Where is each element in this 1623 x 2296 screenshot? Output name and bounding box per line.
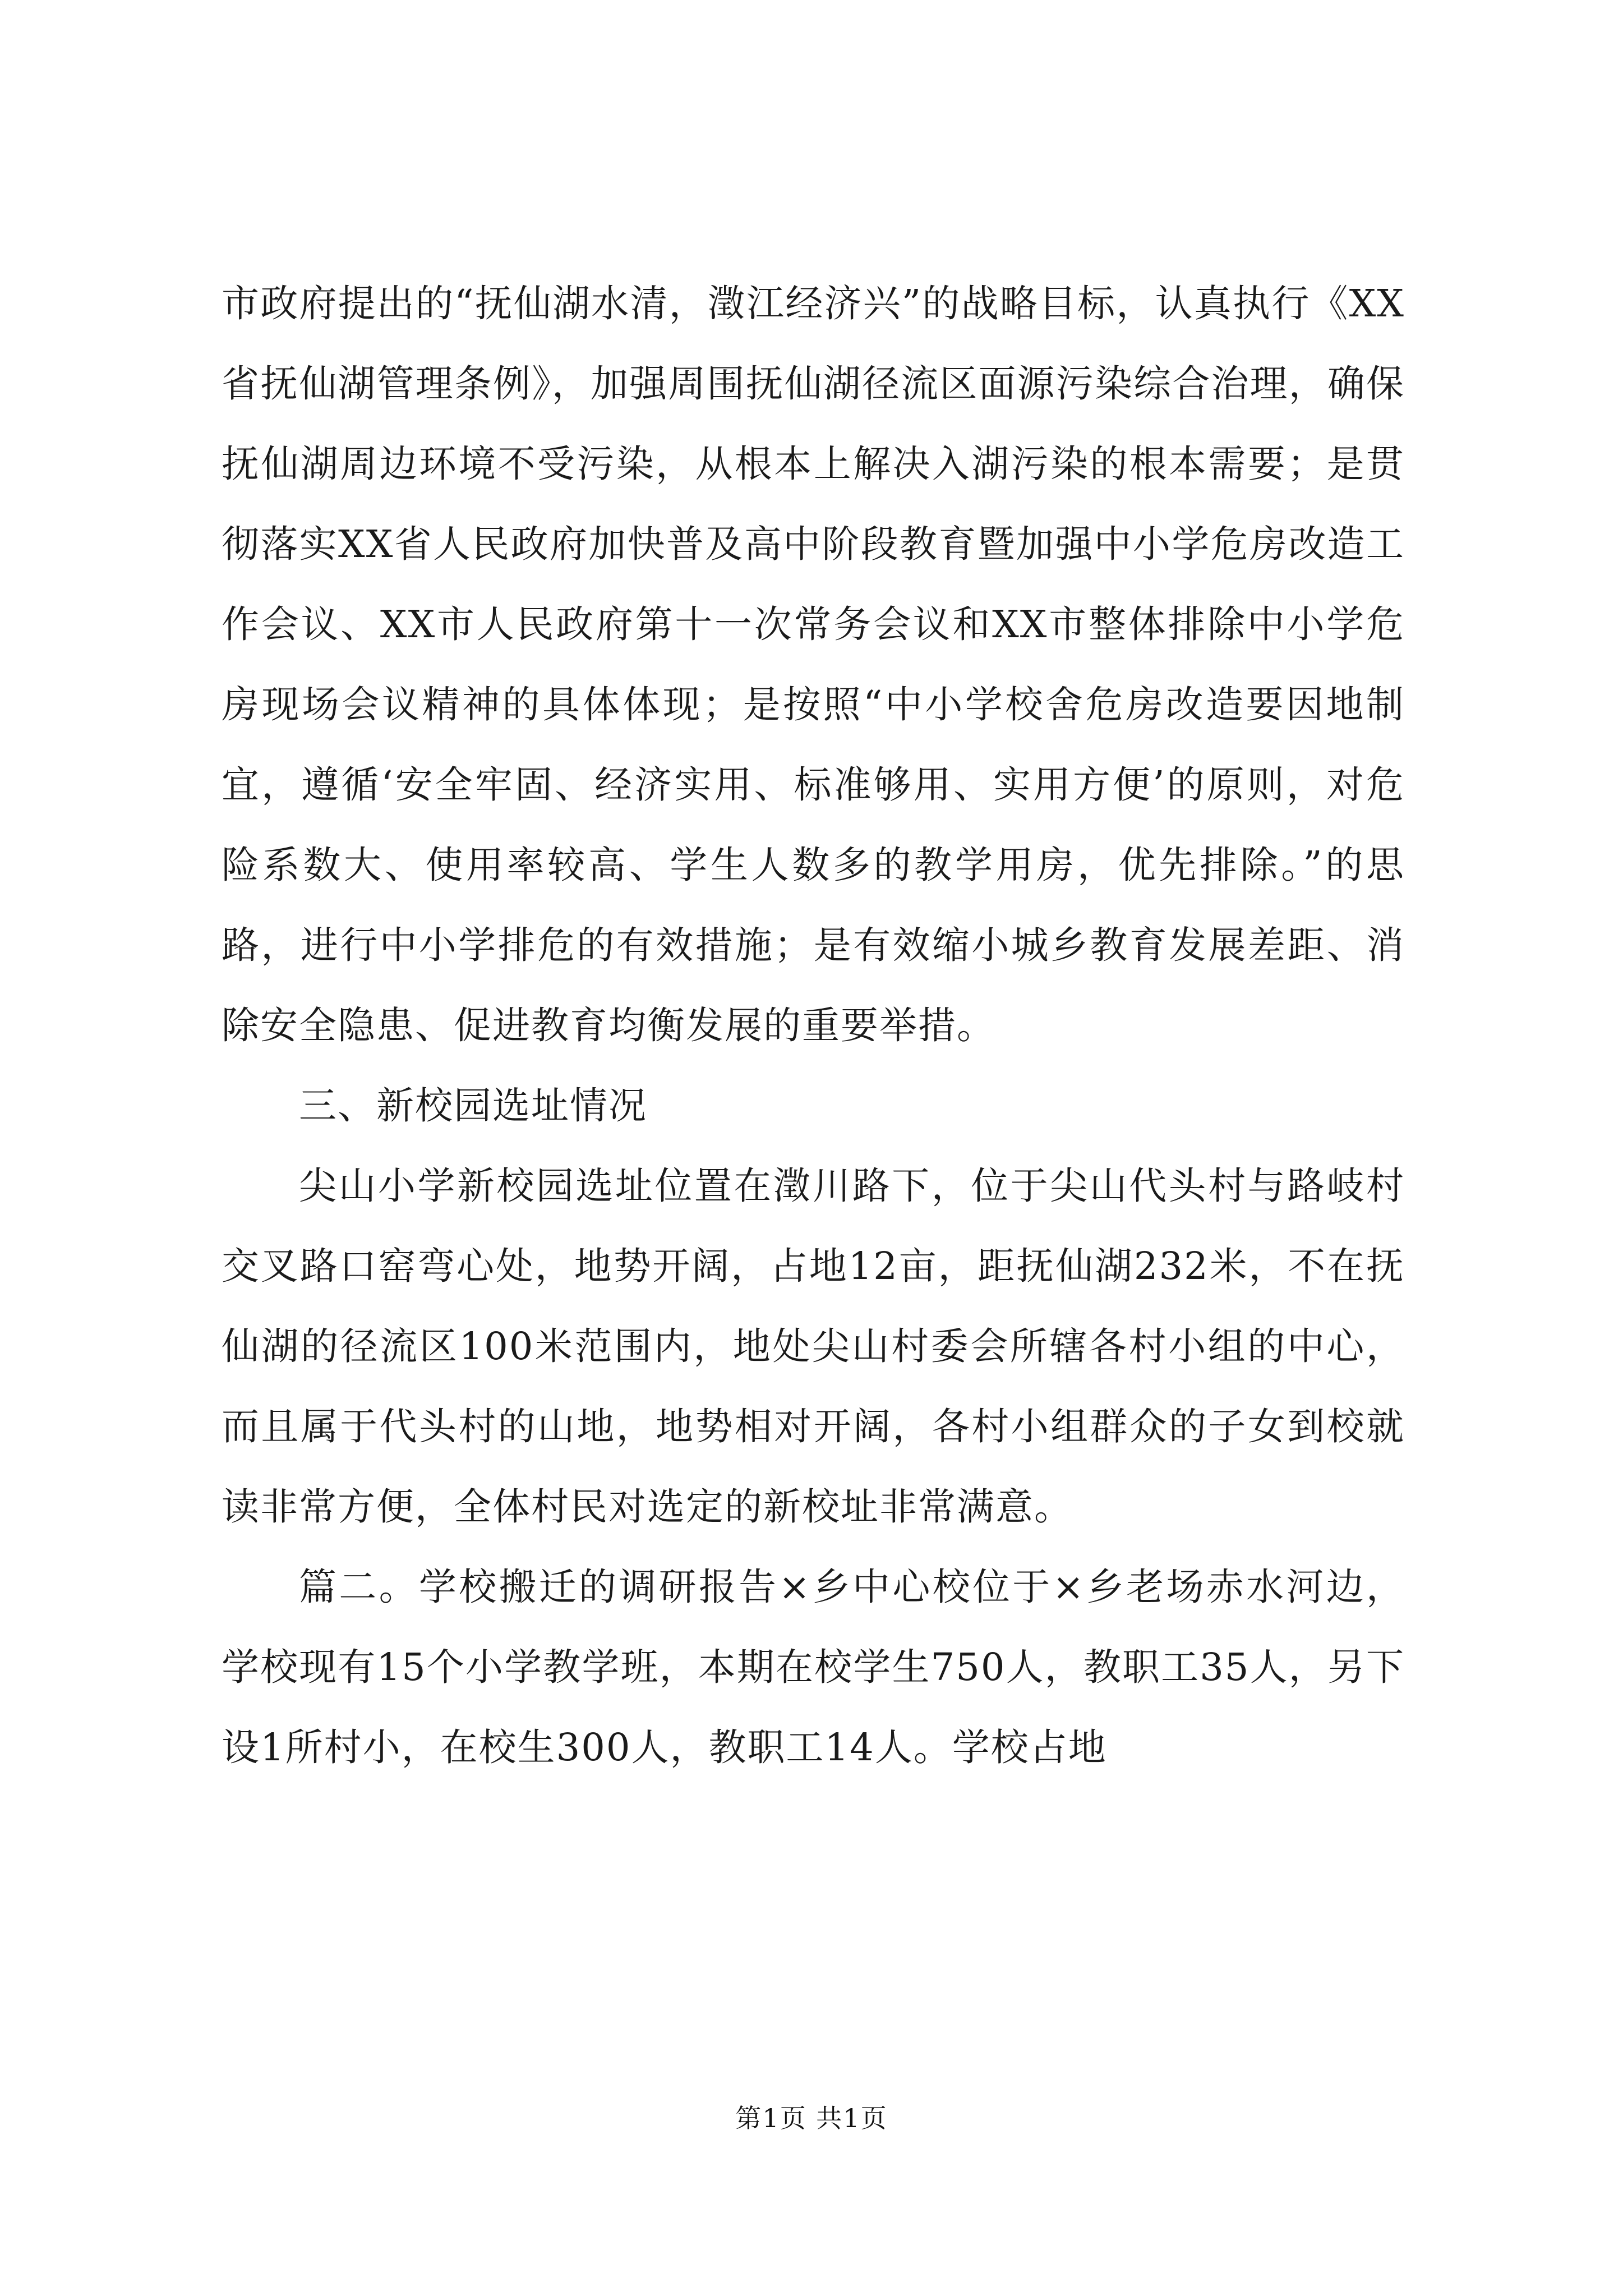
- paragraph-site-selection: 尖山小学新校园选址位置在澂川路下，位于尖山代头村与路岐村交叉路口窑弯心处，地势开阔，占地12亩，距抚仙湖232米，不在抚仙湖的径流区100米范围内，地处尖山村委会所辖各村小组的中心，而且属于代头村的山地，地势相对开阔，各村小组群众的子女到校就读非常方便，全体村民对选定的新校址非常满意。: [222, 1164, 1405, 1529]
- section-heading: 三、新校园选址情况: [299, 1084, 647, 1128]
- paragraph-continuation: 市政府提出的“抚仙湖水清，澂江经济兴”的战略目标，认真执行《XX省抚仙湖管理条例》，加强周围抚仙湖径流区面源污染综合治理，确保抚仙湖周边环境不受污染，从根本上解决入湖污染的根本需要；是贯彻落实XX省人民政府加快普及高中阶段教育暨加强中小学危房改造工作会议、XX市人民政府第十一次常务会议和XX市整体排除中小学危房现场会议精神的具体体现；是按照“中小学校舍危房改造要因地制宜，遵循‘安全牢固、经济实用、标准够用、实用方便’的原则，对危险系数大、使用率较高、学生人数多的教学用房，优先排除。”的思路，进行中小学排危的有效措施；是有效缩小城乡教育发展差距、消除安全隐患、促进教育均衡发展的重要举措。: [222, 282, 1405, 1047]
- document-body: [222, 264, 1405, 1788]
- page-number-footer: 第1页 共1页: [735, 2103, 888, 2133]
- paragraph-part-two: 篇二。学校搬迁的调研报告×乡中心校位于×乡老场赤水河边，学校现有15个小学教学班，本期在校学生750人，教职工35人，另下设1所村小，在校生300人，教职工14人。学校占地: [222, 1565, 1405, 1769]
